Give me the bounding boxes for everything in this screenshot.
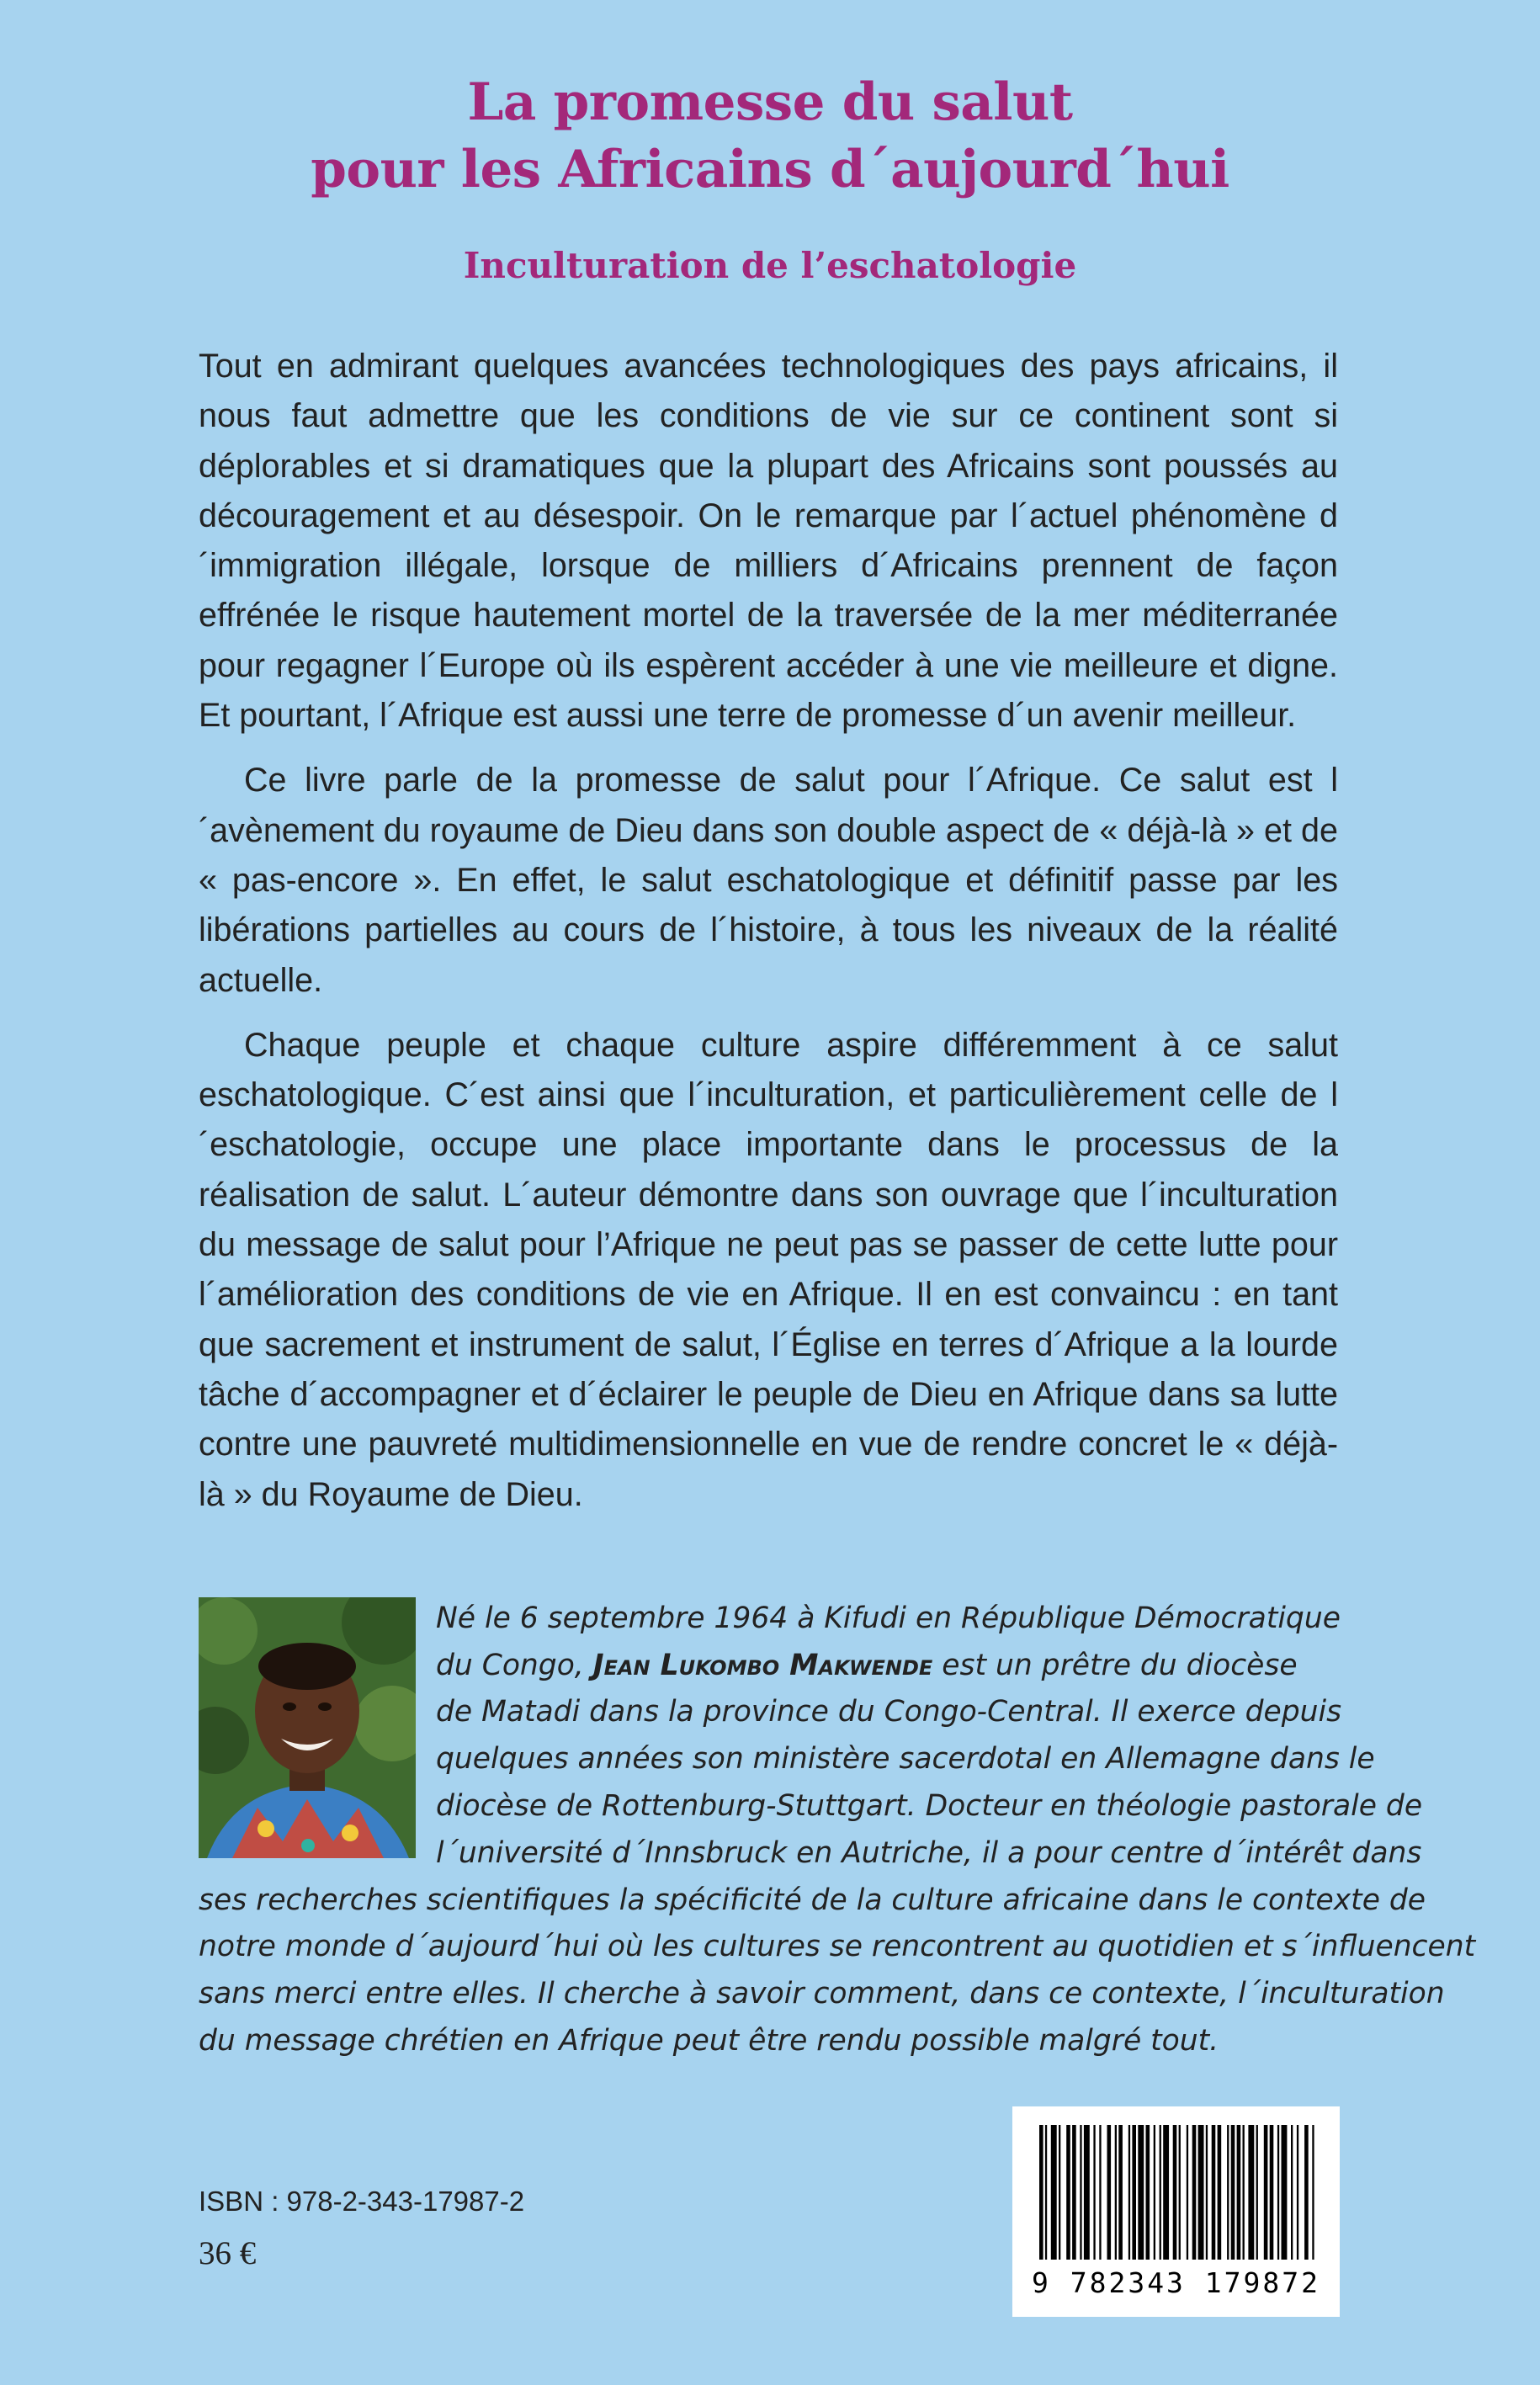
barcode-bar <box>1059 2125 1060 2260</box>
back-cover-blurb <box>199 342 1338 1535</box>
author-bio-full-width <box>199 1830 1476 2065</box>
price-label: 36 € <box>199 2235 257 2271</box>
barcode-bar <box>1231 2125 1235 2260</box>
bio-line-2-start: du Congo, <box>436 1648 584 1682</box>
barcode-bar <box>1218 2125 1222 2260</box>
barcode-bar <box>1248 2125 1254 2260</box>
barcode-bar <box>1304 2125 1309 2260</box>
barcode-bar <box>1080 2125 1081 2260</box>
barcode-bar <box>1270 2125 1274 2260</box>
barcode-bar <box>1237 2125 1241 2260</box>
barcode-bar <box>1132 2125 1136 2260</box>
title-line-2: pour les Africains d´aujourd´hui <box>311 140 1229 199</box>
barcode-bars <box>1012 2106 1340 2266</box>
barcode-bar <box>1187 2125 1188 2260</box>
barcode-bar <box>1192 2125 1197 2260</box>
blurb-paragraph-1: Tout en admirant quelques avancées technologiques des pays africains, il nous faut admettre que les conditions de vie sur ce continent sont si déplorables et si dramatiques que la plupart des Africains sont poussés au découragement et au désespoir. On le remarque par l´actuel phénomène d´immigration illégale, lorsque de milliers d´Africains prennent de façon effrénée le risque hautement mortel de la traversée de la mer méditerranée pour regagner l´Europe où ils espèrent accéder à une vie meilleure et digne. Et pourtant, l´Afrique est aussi une terre de promesse d´un avenir meilleur. <box>199 348 1338 735</box>
bio-line-4: quelques années son ministère sacerdotal en Allemagne dans le <box>436 1742 1375 1777</box>
barcode-bar <box>1115 2125 1117 2260</box>
barcode-bar <box>1297 2125 1298 2260</box>
barcode-bar <box>1243 2125 1245 2260</box>
barcode-bar <box>1138 2125 1144 2260</box>
author-photo <box>199 1597 416 1858</box>
bio-line-1: Né le 6 septembre 1964 à Kifudi en République Démocratique <box>436 1602 1341 1635</box>
book-title <box>0 69 1540 204</box>
blurb-paragraph-3: Chaque peuple et chaque culture aspire différemment à ce salut eschatologique. C´est ainsi que l´inculturation, et particulièrement celle de l´eschatologie, occupe une place importante dans le processus de la réalisation de salut. L´auteur démontre dans son ouvrage que l´inculturation du message de salut pour l’Afrique ne peut pas se passer de cette lutte pour l´amélioration des conditions de vie en Afrique. Il en est convaincu : en tant que sacrement et instrument de salut, l´Église en terres d´Afrique a la lourde tâche d´accompagner et d´éclairer le peuple de Dieu en Afrique dans sa lutte contre une pauvreté multidimensionnelle en vue de rendre concret le « déjà-là » du Royaume de Dieu. <box>199 1026 1338 1513</box>
book-subtitle: Inculturation de l’eschatologie <box>463 245 1077 286</box>
barcode-bar <box>1154 2125 1155 2260</box>
barcode-bar <box>1093 2125 1095 2260</box>
barcode-bar <box>1179 2125 1181 2260</box>
barcode-bar <box>1282 2125 1288 2260</box>
author-bio-wrapped <box>436 1596 1423 1830</box>
barcode-bar <box>1128 2125 1130 2260</box>
barcode-bar <box>1118 2125 1123 2260</box>
barcode-bar <box>1160 2125 1161 2260</box>
barcode-bar <box>1312 2125 1314 2260</box>
barcode-bar <box>1291 2125 1293 2260</box>
barcode-bar <box>1051 2125 1057 2260</box>
author-portrait-illustration <box>199 1597 416 1858</box>
barcode-bar <box>1256 2125 1258 2260</box>
barcode-bar <box>1099 2125 1101 2260</box>
barcode-bar <box>1163 2125 1169 2260</box>
blurb-paragraph-2: Ce livre parle de la promesse de salut pour l´Afrique. Ce salut est l´avènement du royaume de Dieu dans son double aspect de « déjà-là » et de « pas-encore ». En effet, le salut eschatologique et définitif passe par les libérations partielles au cours de l´histoire, à tous les niveaux de la réalité actuelle. <box>199 762 1338 999</box>
bio-line-8: notre monde d´aujourd´hui où les cultures se rencontrent au quotidien et s´influencent <box>199 1930 1476 1964</box>
barcode-bar <box>1107 2125 1112 2260</box>
barcode-bar <box>1066 2125 1070 2260</box>
barcode-bar <box>1084 2125 1090 2260</box>
barcode-bar <box>1045 2125 1047 2260</box>
barcode-bar <box>1146 2125 1150 2260</box>
bio-line-7: ses recherches scientifiques la spécificité de la culture africaine dans le contexte de <box>199 1883 1426 1917</box>
barcode <box>1012 2106 1340 2317</box>
bio-line-9: sans merci entre elles. Il cherche à savoir comment, dans ce contexte, l´inculturation <box>199 1977 1445 2011</box>
barcode-bar <box>1212 2125 1216 2260</box>
barcode-bar <box>1072 2125 1076 2260</box>
bio-line-6: l´université d´Innsbruck en Autriche, il a pour centre d´intérêt dans <box>436 1836 1422 1870</box>
barcode-bar <box>1198 2125 1204 2260</box>
barcode-bar <box>1227 2125 1229 2260</box>
barcode-bar <box>1206 2125 1208 2260</box>
barcode-bar <box>1264 2125 1268 2260</box>
bio-line-2-end: est un prêtre du diocèse <box>942 1648 1298 1682</box>
barcode-bar <box>1173 2125 1177 2260</box>
bio-line-3: de Matadi dans la province du Congo-Central. Il exerce depuis <box>436 1695 1342 1729</box>
isbn-label: ISBN : 978-2-343-17987-2 <box>199 2186 525 2217</box>
bio-line-2 <box>436 1643 1338 1690</box>
bio-line-5: diocèse de Rottenburg-Stuttgart. Docteur en théologie pastorale de <box>436 1788 1423 1823</box>
title-line-1: La promesse du salut <box>467 72 1073 132</box>
barcode-bar <box>1039 2125 1043 2260</box>
barcode-number: 9 782343 179872 <box>1031 2266 1320 2299</box>
author-name: Jean Lukombo Makwende <box>592 1648 933 1682</box>
barcode-bar <box>1277 2125 1279 2260</box>
bio-line-10: du message chrétien en Afrique peut être rendu possible malgré tout. <box>199 2023 1219 2058</box>
